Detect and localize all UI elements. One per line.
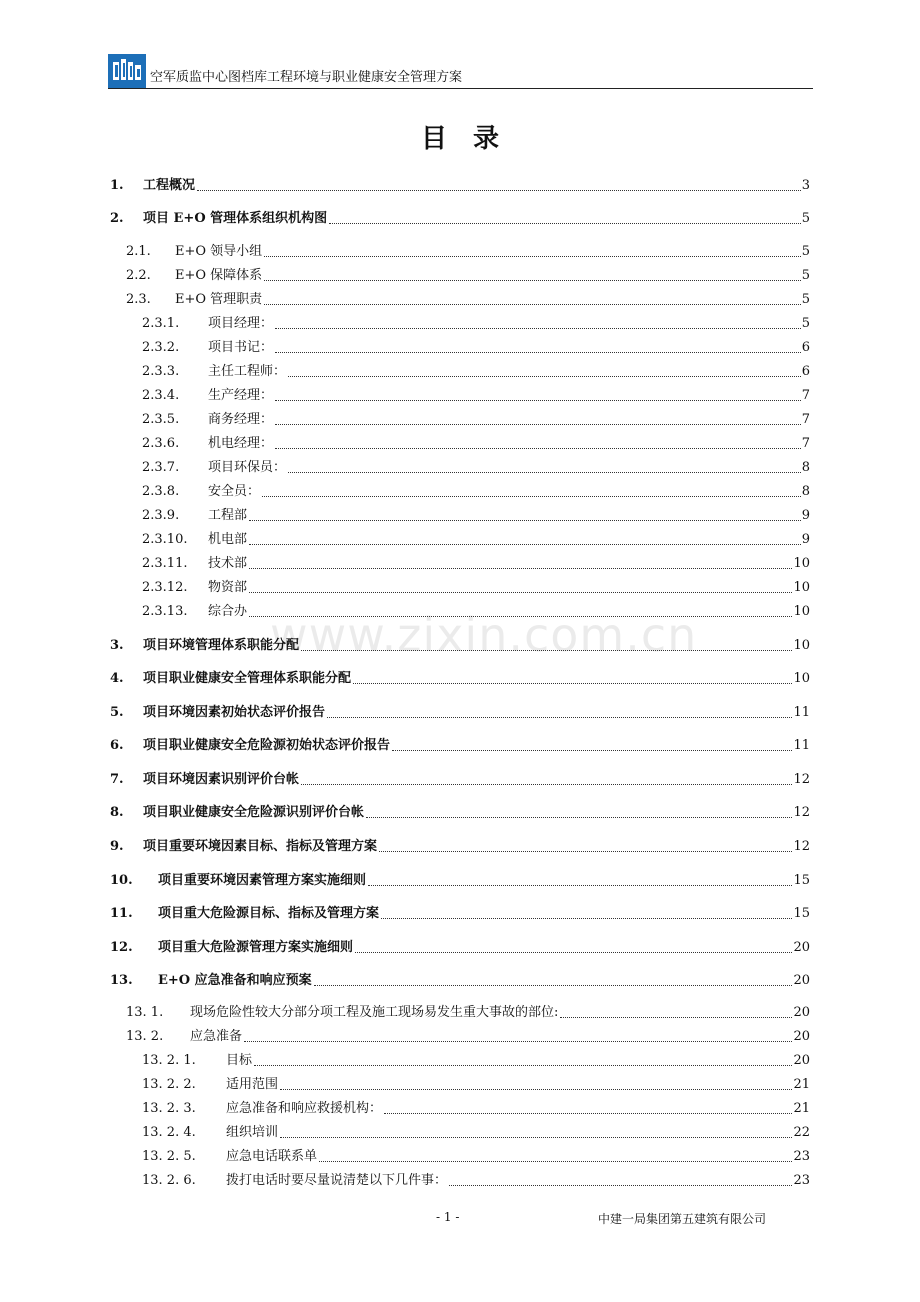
toc-entry-page: 7 [801, 412, 810, 427]
company-logo-icon [108, 54, 146, 88]
toc-entry-page: 5 [801, 316, 810, 331]
header-rule [108, 88, 813, 89]
toc-entry-number: 5. [110, 705, 124, 720]
toc-dot-leader [314, 985, 793, 986]
toc-entry-title: 应急准备 [190, 1029, 243, 1044]
toc-entry-title: 适用范围 [226, 1077, 279, 1092]
toc-dot-leader [275, 328, 801, 329]
toc-entry-page: 11 [793, 705, 810, 720]
toc-entry-number: 8. [110, 805, 124, 820]
toc-dot-leader [264, 280, 801, 281]
toc-entry[interactable] [142, 480, 810, 500]
toc-entry[interactable] [110, 207, 810, 227]
toc-entry[interactable] [142, 408, 810, 428]
toc-entry-title: 机电经理： [208, 436, 274, 451]
toc-dot-leader [249, 616, 792, 617]
toc-entry-page: 15 [793, 873, 810, 888]
toc-entry-number: 13. 2. 2. [142, 1077, 196, 1092]
toc-entry-number: 13. 2. [126, 1029, 164, 1044]
toc-entry-number: 13. 1. [126, 1005, 164, 1020]
toc-dot-leader [275, 448, 801, 449]
toc-entry[interactable] [110, 174, 810, 194]
toc-entry-title: 项目重要环境因素管理方案实施细则 [158, 873, 367, 888]
toc-dot-leader [275, 400, 801, 401]
toc-entry[interactable] [142, 528, 810, 548]
toc-entry[interactable] [142, 1169, 810, 1189]
toc-entry[interactable] [126, 1001, 810, 1021]
toc-entry-number: 2.3.1. [142, 316, 180, 331]
toc-dot-leader [329, 223, 801, 224]
toc-dot-leader [379, 851, 792, 852]
toc-entry-number: 2.3.9. [142, 508, 180, 523]
toc-entry[interactable] [110, 634, 810, 654]
toc-entry-number: 2.3.10. [142, 532, 188, 547]
toc-dot-leader [327, 717, 792, 718]
toc-entry-page: 20 [793, 1053, 810, 1068]
toc-entry[interactable] [142, 600, 810, 620]
toc-entry-number: 2.3.12. [142, 580, 188, 595]
toc-entry-number: 2.2. [126, 268, 151, 283]
toc-entry-title: 项目重要环境因素目标、指标及管理方案 [143, 839, 378, 854]
toc-entry[interactable] [110, 835, 810, 855]
toc-dot-leader [392, 750, 792, 751]
toc-entry[interactable] [142, 432, 810, 452]
toc-entry[interactable] [142, 1073, 810, 1093]
toc-entry-title: 项目经理： [208, 316, 274, 331]
toc-entry-page: 12 [793, 772, 810, 787]
toc-entry[interactable] [110, 701, 810, 721]
toc-entry-number: 4. [110, 671, 124, 686]
toc-entry-page: 5 [801, 211, 810, 226]
toc-entry-page: 10 [793, 638, 810, 653]
toc-entry-page: 12 [793, 839, 810, 854]
toc-entry-number: 13. 2. 6. [142, 1173, 196, 1188]
toc-entry-number: 2.3.3. [142, 364, 180, 379]
toc-entry-title: 主任工程师： [208, 364, 287, 379]
toc-entry-number: 2.3.13. [142, 604, 188, 619]
toc-dot-leader [368, 885, 792, 886]
toc-entry[interactable] [110, 734, 810, 754]
toc-entry-title: 应急电话联系单 [226, 1149, 318, 1164]
toc-entry-title: 项目职业健康安全管理体系职能分配 [143, 671, 352, 686]
toc-entry-title: 组织培训 [226, 1125, 279, 1140]
toc-entry-page: 9 [801, 532, 810, 547]
toc-entry-title: E+O 领导小组 [175, 244, 263, 259]
toc-dot-leader [381, 918, 792, 919]
toc-entry-title: 商务经理： [208, 412, 274, 427]
toc-entry-title: 目标 [226, 1053, 253, 1068]
toc-dot-leader [249, 568, 792, 569]
toc-entry[interactable] [142, 336, 810, 356]
toc-dot-leader [319, 1161, 792, 1162]
toc-entry-page: 10 [793, 604, 810, 619]
toc-entry-page: 8 [801, 484, 810, 499]
toc-entry-page: 8 [801, 460, 810, 475]
toc-dot-leader [560, 1017, 792, 1018]
toc-entry-title: 拨打电话时要尽量说清楚以下几件事： [226, 1173, 448, 1188]
toc-entry[interactable] [142, 1097, 810, 1117]
toc-entry-page: 5 [801, 292, 810, 307]
toc-entry-page: 7 [801, 436, 810, 451]
toc-dot-leader [384, 1113, 792, 1114]
toc-dot-leader [264, 256, 801, 257]
toc-dot-leader [280, 1137, 792, 1138]
toc-entry-title: E+O 管理职责 [175, 292, 263, 307]
toc-dot-leader [449, 1185, 792, 1186]
watermark: www.zixin.com.cn [270, 608, 698, 662]
toc-entry-page: 11 [793, 738, 810, 753]
toc-entry-title: 项目书记： [208, 340, 274, 355]
toc-dot-leader [262, 496, 801, 497]
toc-entry[interactable] [110, 801, 810, 821]
toc-dot-leader [264, 304, 801, 305]
toc-entry[interactable] [126, 1025, 810, 1045]
toc-entry[interactable] [142, 1121, 810, 1141]
toc-entry-number: 13. 2. 4. [142, 1125, 196, 1140]
toc-entry-number: 2.3. [126, 292, 151, 307]
toc-dot-leader [355, 952, 792, 953]
toc-entry[interactable] [142, 552, 810, 572]
toc-entry-title: 物资部 [208, 580, 248, 595]
toc-entry-title: 机电部 [208, 532, 248, 547]
toc-entry[interactable] [110, 902, 810, 922]
toc-entry-number: 13. [110, 973, 133, 988]
toc-entry-number: 2.3.4. [142, 388, 180, 403]
toc-entry-page: 12 [793, 805, 810, 820]
toc-entry-title: 安全员： [208, 484, 261, 499]
toc-entry-number: 6. [110, 738, 124, 753]
toc-entry-number: 2.3.6. [142, 436, 180, 451]
toc-entry-page: 6 [801, 340, 810, 355]
toc-entry-page: 20 [793, 1029, 810, 1044]
toc-entry[interactable] [110, 869, 810, 889]
toc-entry-page: 22 [793, 1125, 810, 1140]
toc-entry-title: 综合办 [208, 604, 248, 619]
toc-entry[interactable] [142, 504, 810, 524]
document-title: 目录 [420, 124, 525, 154]
toc-entry-title: 生产经理： [208, 388, 274, 403]
toc-dot-leader [280, 1089, 792, 1090]
toc-dot-leader [288, 376, 801, 377]
toc-entry-page: 5 [801, 244, 810, 259]
toc-entry-page: 15 [793, 906, 810, 921]
toc-entry[interactable] [126, 288, 810, 308]
toc-dot-leader [254, 1065, 792, 1066]
toc-entry-page: 20 [793, 940, 810, 955]
toc-entry-page: 6 [801, 364, 810, 379]
toc-entry[interactable] [142, 1145, 810, 1165]
toc-entry-number: 2. [110, 211, 124, 226]
footer-company: 中建一局集团第五建筑有限公司 [598, 1212, 767, 1226]
toc-entry-number: 12. [110, 940, 133, 955]
toc-entry-title: 项目重大危险源目标、指标及管理方案 [158, 906, 380, 921]
toc-entry-number: 9. [110, 839, 124, 854]
toc-entry-title: E+O 应急准备和响应预案 [158, 973, 312, 988]
toc-entry-page: 23 [793, 1149, 810, 1164]
toc-entry-number: 2.1. [126, 244, 151, 259]
toc-entry-title: 现场危险性较大分部分项工程及施工现场易发生重大事故的部位: [190, 1005, 559, 1020]
toc-entry-number: 13. 2. 1. [142, 1053, 196, 1068]
toc-dot-leader [244, 1041, 792, 1042]
toc-entry[interactable] [126, 264, 810, 284]
toc-entry-number: 13. 2. 3. [142, 1101, 196, 1116]
toc-entry-title: 项目环境管理体系职能分配 [143, 638, 300, 653]
toc-entry[interactable] [142, 1049, 810, 1069]
toc-entry-title: 工程概况 [143, 178, 196, 193]
toc-entry[interactable] [110, 768, 810, 788]
toc-entry-title: 项目环境因素识别评价台帐 [143, 772, 300, 787]
toc-entry-number: 2.3.7. [142, 460, 180, 475]
toc-entry-number: 2.3.5. [142, 412, 180, 427]
toc-entry-page: 9 [801, 508, 810, 523]
toc-entry-title: 技术部 [208, 556, 248, 571]
toc-entry-title: 项目重大危险源管理方案实施细则 [158, 940, 354, 955]
toc-entry-title: 项目职业健康安全危险源识别评价台帐 [143, 805, 365, 820]
toc-entry-title: 项目 E+O 管理体系组织机构图 [143, 211, 328, 226]
toc-entry[interactable] [110, 667, 810, 687]
toc-dot-leader [366, 817, 792, 818]
page-header [108, 52, 813, 90]
toc-entry-page: 5 [801, 268, 810, 283]
toc-entry-number: 2.3.8. [142, 484, 180, 499]
toc-entry[interactable] [142, 456, 810, 476]
toc-dot-leader [249, 544, 801, 545]
toc-entry-page: 3 [801, 178, 810, 193]
toc-entry-page: 7 [801, 388, 810, 403]
toc-entry-title: 项目环境因素初始状态评价报告 [143, 705, 326, 720]
toc-entry-number: 2.3.11. [142, 556, 188, 571]
toc-entry-title: 应急准备和响应救援机构： [226, 1101, 383, 1116]
toc-entry-title: 工程部 [208, 508, 248, 523]
toc-entry-page: 10 [793, 671, 810, 686]
toc-entry[interactable] [110, 936, 810, 956]
toc-dot-leader [301, 650, 792, 651]
toc-entry[interactable] [142, 312, 810, 332]
toc-entry-page: 21 [793, 1101, 810, 1116]
toc-dot-leader [275, 424, 801, 425]
toc-entry-number: 1. [110, 178, 124, 193]
toc-entry-number: 11. [110, 906, 133, 921]
toc-entry[interactable] [142, 360, 810, 380]
toc-entry-title: 项目环保员： [208, 460, 287, 475]
toc-entry-number: 7. [110, 772, 124, 787]
toc-entry[interactable] [126, 240, 810, 260]
toc-dot-leader [249, 592, 792, 593]
toc-entry-page: 23 [793, 1173, 810, 1188]
toc-dot-leader [353, 683, 792, 684]
toc-dot-leader [288, 472, 801, 473]
toc-dot-leader [249, 520, 801, 521]
toc-entry[interactable] [110, 969, 810, 989]
header-title: 空军质监中心图档库工程环境与职业健康安全管理方案 [150, 70, 463, 85]
toc-dot-leader [197, 190, 801, 191]
toc-entry[interactable] [142, 384, 810, 404]
toc-entry-number: 3. [110, 638, 124, 653]
toc-entry-page: 21 [793, 1077, 810, 1092]
toc-entry-number: 2.3.2. [142, 340, 180, 355]
toc-dot-leader [275, 352, 801, 353]
toc-dot-leader [301, 784, 792, 785]
toc-entry-title: 项目职业健康安全危险源初始状态评价报告 [143, 738, 391, 753]
toc-entry-page: 10 [793, 580, 810, 595]
toc-entry-number: 13. 2. 5. [142, 1149, 196, 1164]
toc-entry-page: 20 [793, 1005, 810, 1020]
toc-entry-number: 10. [110, 873, 133, 888]
toc-entry-page: 10 [793, 556, 810, 571]
toc-entry-page: 20 [793, 973, 810, 988]
toc-entry[interactable] [142, 576, 810, 596]
toc-entry-title: E+O 保障体系 [175, 268, 263, 283]
footer-page-number: - 1 - [436, 1210, 460, 1224]
